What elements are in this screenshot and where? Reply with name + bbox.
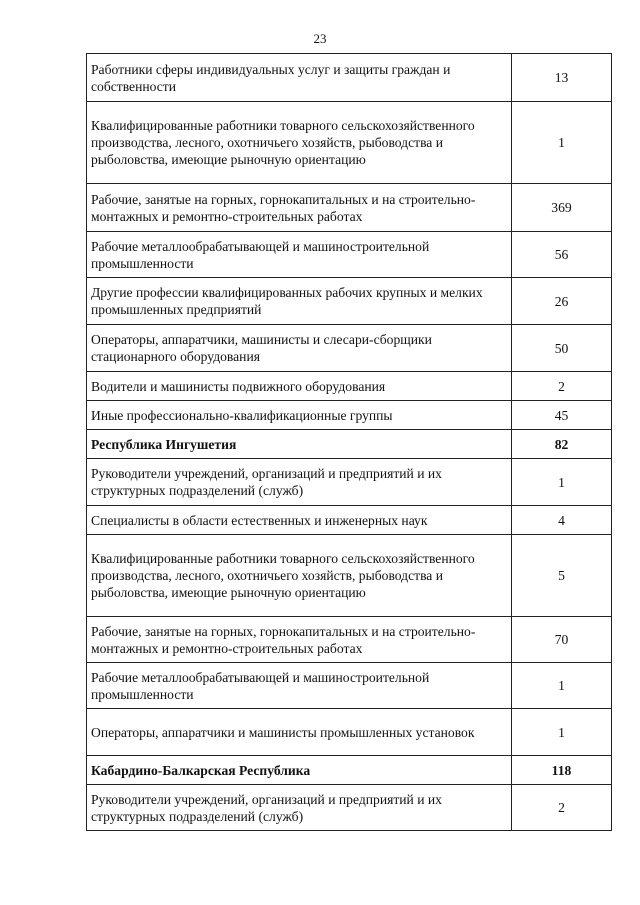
table-body [87, 54, 612, 831]
table-row [87, 232, 612, 278]
region-total: 118 [512, 756, 612, 785]
worker-count: 2 [512, 785, 612, 831]
occupation-name: Квалифицированные работники товарного сельскохозяйственного производства, лесного, охотничьего хозяйств, рыбоводства и рыболовства, имеющие рыночную ориентацию [87, 535, 512, 617]
occupation-name: Операторы, аппаратчики и машинисты промышленных установок [87, 709, 512, 756]
table-row [87, 709, 612, 756]
table-row [87, 663, 612, 709]
worker-count: 50 [512, 325, 612, 372]
occupation-name: Рабочие, занятые на горных, горнокапитальных и на строительно-монтажных и ремонтно-строительных работах [87, 617, 512, 663]
worker-count: 1 [512, 663, 612, 709]
occupation-name: Руководители учреждений, организаций и предприятий и их структурных подразделений (служб) [87, 785, 512, 831]
occupation-name: Руководители учреждений, организаций и предприятий и их структурных подразделений (служб) [87, 459, 512, 506]
worker-count: 369 [512, 184, 612, 232]
table-row [87, 184, 612, 232]
table-row [87, 54, 612, 102]
worker-count: 56 [512, 232, 612, 278]
table-row [87, 785, 612, 831]
occupation-table [86, 53, 612, 831]
table-row [87, 102, 612, 184]
worker-count: 26 [512, 278, 612, 325]
table-row [87, 325, 612, 372]
region-name: Кабардино-Балкарская Республика [87, 756, 512, 785]
table-row [87, 401, 612, 430]
worker-count: 4 [512, 506, 612, 535]
occupation-name: Иные профессионально-квалификационные группы [87, 401, 512, 430]
table-row [87, 506, 612, 535]
worker-count: 45 [512, 401, 612, 430]
occupation-name: Другие профессии квалифицированных рабочих крупных и мелких промышленных предприятий [87, 278, 512, 325]
worker-count: 2 [512, 372, 612, 401]
occupation-name: Работники сферы индивидуальных услуг и защиты граждан и собственности [87, 54, 512, 102]
region-row [87, 430, 612, 459]
worker-count: 1 [512, 102, 612, 184]
worker-count: 5 [512, 535, 612, 617]
worker-count: 70 [512, 617, 612, 663]
worker-count: 1 [512, 709, 612, 756]
page-number: 23 [313, 31, 327, 46]
occupation-name: Рабочие металлообрабатывающей и машиностроительной промышленности [87, 232, 512, 278]
region-row [87, 756, 612, 785]
occupation-name: Специалисты в области естественных и инженерных наук [87, 506, 512, 535]
worker-count: 1 [512, 459, 612, 506]
table-row [87, 459, 612, 506]
table-row [87, 372, 612, 401]
occupation-name: Рабочие, занятые на горных, горнокапитальных и на строительно-монтажных и ремонтно-строительных работах [87, 184, 512, 232]
region-total: 82 [512, 430, 612, 459]
table-row [87, 278, 612, 325]
region-name: Республика Ингушетия [87, 430, 512, 459]
occupation-name: Водители и машинисты подвижного оборудования [87, 372, 512, 401]
occupation-name: Рабочие металлообрабатывающей и машиностроительной промышленности [87, 663, 512, 709]
occupation-name: Операторы, аппаратчики, машинисты и слесари-сборщики стационарного оборудования [87, 325, 512, 372]
table-row [87, 535, 612, 617]
table-row [87, 617, 612, 663]
worker-count: 13 [512, 54, 612, 102]
occupation-name: Квалифицированные работники товарного сельскохозяйственного производства, лесного, охотничьего хозяйств, рыбоводства и рыболовства, имеющие рыночную ориентацию [87, 102, 512, 184]
